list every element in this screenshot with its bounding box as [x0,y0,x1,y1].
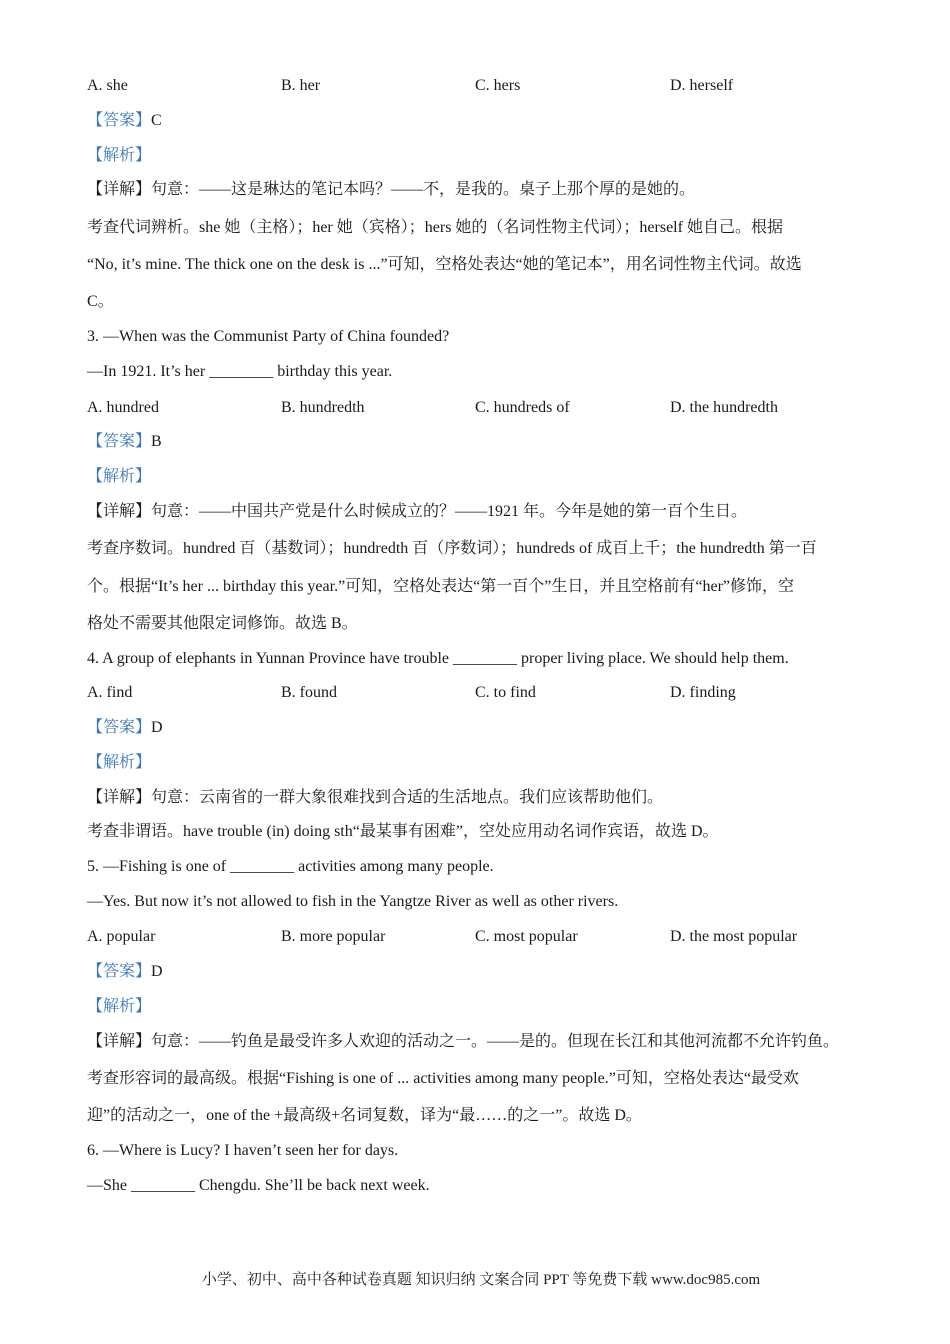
q3-analysis-heading [87,467,870,487]
q6-stem-line: 6. —Where is Lucy? I haven’t seen her for days. [87,1142,399,1159]
q4-stem-line: 4. A group of elephants in Yunnan Province have trouble ________ proper living place. We should help them. [87,650,789,667]
q2-option-a: A. she [87,77,128,94]
q3-explain-line: 个。根据“It’s her ... birthday this year.”可知，空格处表达“第一百个”生日，并且空格前有“her”修饰，空 [87,578,795,595]
q4-option-d: D. finding [670,684,736,701]
q3-option-b: B. hundredth [281,399,365,416]
answer-value: D [151,719,163,736]
q5-option-d: D. the most popular [670,928,798,945]
q3-option-d: D. the hundredth [670,399,778,416]
q5-detail [87,1032,870,1052]
q4-option-b: B. found [281,684,337,701]
q3-option-c: C. hundreds of [475,399,570,416]
detail-text: 句意：——钓鱼是最受许多人欢迎的活动之一。——是的。但现在长江和其他河流都不允许钓鱼。 [151,1033,840,1050]
page-footer: 小学、初中、高中各种试卷真题 知识归纳 文案合同 PPT 等免费下载 www.doc985.com [201,1272,761,1288]
q2-option-d: D. herself [670,77,734,94]
q3-stem-line: 3. —When was the Communist Party of China founded? [87,328,450,345]
detail-tag: 【详解】 [87,503,152,520]
detail-text: 句意：——这是琳达的笔记本吗？——不，是我的。桌子上那个厚的是她的。 [151,181,696,198]
answer-tag: 【答案】 [87,112,152,129]
q3-option-a: A. hundred [87,399,159,416]
q5-option-c: C. most popular [475,928,578,945]
answer-tag: 【答案】 [87,963,152,980]
q6-stem-line: —She ________ Chengdu. She’ll be back next week. [87,1177,430,1194]
q2-option-c: C. hers [475,77,521,94]
q4-answer [87,718,870,738]
q5-explain-line: 迎”的活动之一，one of the +最高级+名词复数，译为“最……的之一”。故选 D。 [87,1107,642,1124]
q2-answer [87,111,870,131]
q3-detail [87,502,870,522]
q3-explain-line: 格处不需要其他限定词修饰。故选 B。 [87,615,358,632]
q2-detail [87,180,870,200]
q4-detail [87,788,870,808]
q2-analysis-heading [87,146,870,166]
q2-option-b: B. her [281,77,321,94]
answer-value: D [151,963,163,980]
q4-option-a: A. find [87,684,133,701]
answer-value: B [151,433,162,450]
detail-tag: 【详解】 [87,1033,152,1050]
q5-stem-line: 5. —Fishing is one of ________ activities among many people. [87,858,494,875]
answer-value: C [151,112,162,129]
q2-explain-line: “No, it’s mine. The thick one on the desk is ...”可知，空格处表达“她的笔记本”，用名词性物主代词。故选 [87,256,802,273]
q3-explain-line: 考查序数词。hundred 百（基数词）；hundredth 百（序数词）；hundreds of 成百上千；the hundredth 第一百 [87,540,817,557]
analysis-tag: 【解析】 [87,754,152,771]
q5-analysis-heading [87,997,870,1017]
detail-tag: 【详解】 [87,181,152,198]
q2-explain-line: C。 [87,293,114,310]
q5-explain-line: 考查形容词的最高级。根据“Fishing is one of ... activities among many people.”可知，空格处表达“最受欢 [87,1070,799,1087]
detail-text: 句意：——中国共产党是什么时候成立的？——1921 年。今年是她的第一百个生日。 [151,503,748,520]
q4-option-c: C. to find [475,684,536,701]
q3-stem-line: —In 1921. It’s her ________ birthday this year. [87,363,393,380]
q4-analysis-heading [87,753,870,773]
detail-tag: 【详解】 [87,789,152,806]
q3-answer [87,432,870,452]
analysis-tag: 【解析】 [87,468,152,485]
answer-tag: 【答案】 [87,433,152,450]
q5-option-b: B. more popular [281,928,386,945]
detail-text: 句意：云南省的一群大象很难找到合适的生活地点。我们应该帮助他们。 [151,789,664,806]
q2-explain-line: 考查代词辨析。she 她（主格）；her 她（宾格）；hers 她的（名词性物主代词）；herself 她自己。根据 [87,219,783,236]
answer-tag: 【答案】 [87,719,152,736]
q5-option-a: A. popular [87,928,156,945]
analysis-tag: 【解析】 [87,998,152,1015]
analysis-tag: 【解析】 [87,147,152,164]
q5-stem-line: —Yes. But now it’s not allowed to fish in the Yangtze River as well as other rivers. [87,893,619,910]
q5-answer [87,962,870,982]
q4-explain-line: 考查非谓语。have trouble (in) doing sth“最某事有困难”，空处应用动名词作宾语，故选 D。 [87,823,719,840]
